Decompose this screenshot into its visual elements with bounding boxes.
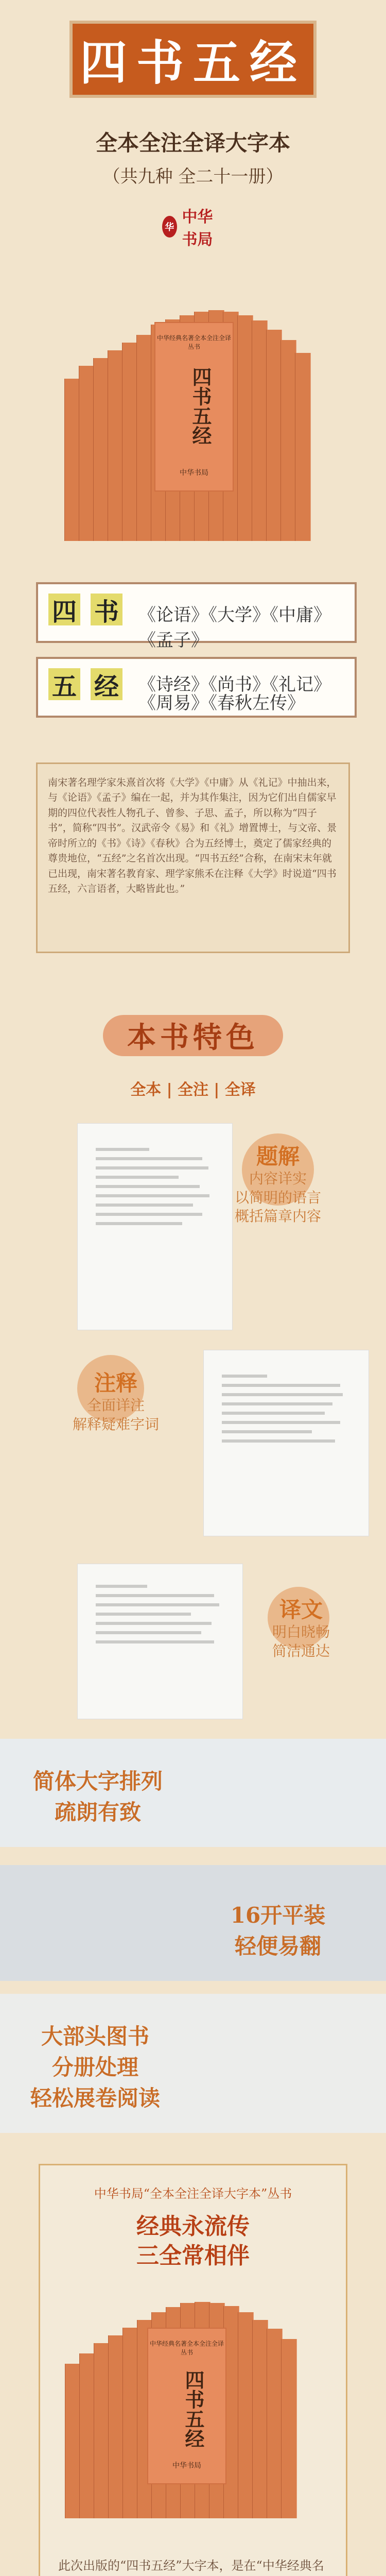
feature-caption-1 [226,1144,329,1226]
cover-title: 四书五经 [189,367,212,445]
volume-count: （共九种 全二十一册） [102,166,284,187]
feature-desc-1a: 内容详实 [249,1170,307,1188]
wujing-char-1: 五 [48,668,80,700]
feature-title-2: 注释 [94,1370,137,1396]
feature-desc-1c: 概括篇章内容 [234,1208,321,1225]
bottom-cover-title: 四书五经 [182,2370,205,2448]
feature-paper-3 [77,1564,243,1719]
feature-desc-3a: 明白晓畅 [272,1623,330,1641]
book-cover [154,322,234,492]
sishu-box [36,582,357,651]
bottom-book-cover [147,2328,226,2484]
wujing-books-2: 《周易》《春秋左传》 [138,693,305,714]
seal-icon: 华 [162,216,177,238]
photo-label-2 [221,1899,335,1960]
bottom-book-image [65,2286,322,2518]
publisher-name: 中华书局 [182,208,213,249]
sishu-char-2: 书 [91,594,122,625]
cover-publisher: 中华书局 [180,469,208,477]
series-label: 中华书局“全本全注全译大字本”丛书 [94,2187,292,2201]
photo-label-2a: 16开平装 [230,1903,326,1928]
intro-box [36,762,350,953]
wujing-box [36,657,357,718]
series-title-2: 三全常相伴 [136,2243,250,2269]
sishu-char-1: 四 [48,594,80,625]
feature-caption-3 [252,1597,350,1660]
series-box [39,2164,347,2576]
feature-desc-1b: 以简明的语言 [234,1189,321,1206]
main-title-box [69,21,317,98]
photo-label-1a: 简体大字排列 [32,1769,163,1794]
feature-desc-2a: 全面详注 [86,1397,145,1414]
feature-title-3: 译文 [279,1597,323,1622]
feature-title-1: 题解 [256,1144,300,1169]
feature-tabs: 全本 | 全注 | 全译 [130,1081,256,1099]
bottom-description [58,2557,331,2576]
feature-paper-2 [203,1350,369,1536]
feature-desc-2b: 解释疑难字词 [72,1415,159,1433]
series-title-1: 经典永流传 [136,2213,250,2240]
photo-label-1 [31,1765,165,1826]
wujing-char-2: 经 [91,668,122,700]
publisher-logo [162,208,224,249]
book-set-image [64,278,322,541]
photo-label-2b: 轻便易翻 [234,1934,321,1959]
sishu-books: 《论语》《大学》《中庸》《孟子》 [138,605,331,651]
page-title: 四书五经 [79,35,306,91]
intro-text: 南宋著名理学家朱熹首次将《大学》《中庸》从《礼记》中抽出来，与《论语》《孟子》编在一起，并为其作集注，因为它们出自儒家早期的四位代表性人物孔子、曾参、子思、孟子，所以称为“四子书”，简称“四书”。汉武帝令《易》和《礼》增置博士，与文帝、景帝时所立的《书》《诗》《春秋》合为五经博士，奠定了儒家经典的尊贵地位，“五经”之名首次出现。“四书五经”合称，在南宋末年就已出现，南宋著名教育家、理学家熊禾在注释《大学》时说道“四书五经，六言语者，大略皆此也。” [48,777,337,895]
page-subtitle: 全本全注全译大字本 [95,130,290,156]
photo-label-3a: 大部头图书 [41,2024,149,2049]
feature-paper-1 [77,1123,233,1330]
photo-label-3 [28,2020,162,2112]
series-title [40,2212,346,2270]
bottom-cover-publisher: 中华书局 [172,2462,201,2470]
bottom-cover-series-label: 中华经典名著全本全注全译丛书 [149,2340,224,2356]
bottom-paragraph-1: 此次出版的“四书五经”大字本，是在“中华经典名 [58,2558,324,2573]
cover-series-label: 中华经典名著全本全注全译丛书 [156,334,231,350]
feature-caption-2 [59,1370,172,1434]
photo-label-1b: 疏朗有致 [54,1800,141,1825]
photo-label-3b: 分册处理 [51,2055,138,2080]
feature-desc-3b: 简洁通达 [272,1642,330,1659]
photo-label-3c: 轻松展卷阅读 [30,2086,160,2111]
features-title: 本书特色 [103,1015,283,1056]
wujing-books-1: 《诗经》《尚书》《礼记》 [138,674,331,695]
